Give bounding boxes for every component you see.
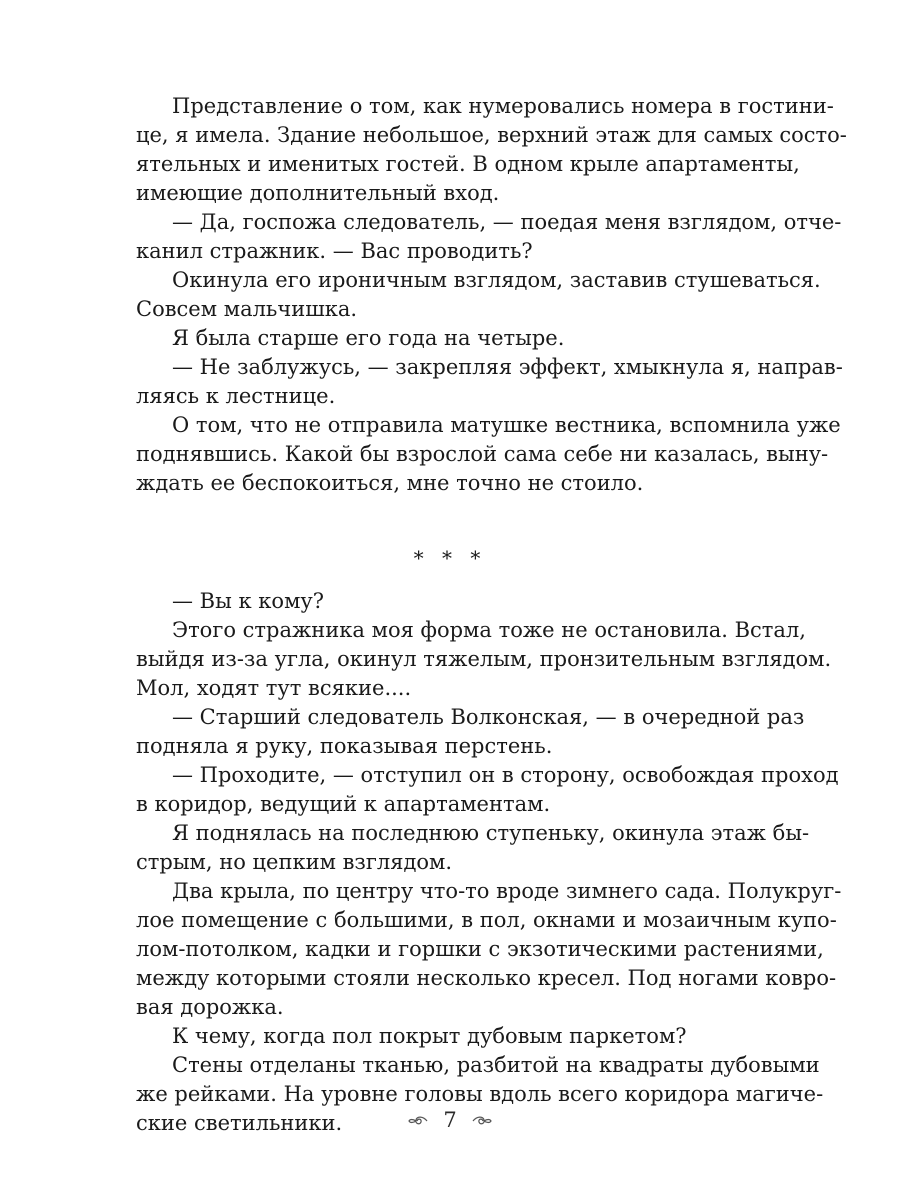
text-line: выйдя из-за угла, окинул тяжелым, пронзительным взглядом. [136,647,832,671]
text-line: ляясь к лестнице. [136,384,336,408]
right-flourish-icon [471,1113,493,1127]
text-line: Представление о том, как нумеровались номера в гостини- [172,94,834,118]
text-line: Два крыла, по центру что-то вроде зимнего сада. Полукруг- [172,879,842,903]
section-2 [136,587,842,1138]
text-line: Я поднялась на последнюю ступеньку, окинула этаж бы- [172,821,810,845]
text-line: — Старший следователь Волконская, — в очередной раз [172,705,805,729]
text-line: подняла я руку, показывая перстень. [136,734,553,758]
left-flourish-icon [407,1113,429,1127]
section-separator: * * * [413,546,487,570]
text-line: вая дорожка. [136,995,284,1019]
text-line: К чему, когда пол покрыт дубовым паркетом? [172,1024,687,1048]
text-line: це, я имела. Здание небольшое, верхний этаж для самых состо- [136,123,847,147]
text-line: имеющие дополнительный вход. [136,181,500,205]
text-line: же рейками. На уровне головы вдоль всего коридора магиче- [136,1082,824,1106]
page-body [136,92,847,1138]
text-line: между которыми стояли несколько кресел. Под ногами ковро- [136,966,837,990]
text-line: Окинула его ироничным взглядом, заставив стушеваться. [172,268,821,292]
text-line: поднявшись. Какой бы взрослой сама себе ни казалась, выну- [136,442,829,466]
section-gap [136,498,764,544]
page-footer [0,1106,900,1134]
section-gap [136,573,764,587]
text-line: ждать ее беспокоиться, мне точно не стоило. [136,471,644,495]
text-line: ские светильники. [136,1111,343,1135]
text-line: Мол, ходят тут всякие.... [136,676,412,700]
text-line: лое помещение с большими, в пол, окнами и мозаичным купо- [136,908,837,932]
text-line: стрым, но цепким взглядом. [136,850,453,874]
text-line: ятельных и именитых гостей. В одном крыле апартаменты, [136,152,800,176]
text-line: канил стражник. — Вас проводить? [136,239,533,263]
page-number: 7 [443,1108,457,1132]
text-line: Стены отделаны тканью, разбитой на квадраты дубовыми [172,1053,820,1077]
text-line: О том, что не отправила матушке вестника, вспомнила уже [172,413,841,437]
section-1 [136,92,847,498]
text-line: Этого стражника моя форма тоже не остановила. Встал, [172,618,806,642]
text-line: Совсем мальчишка. [136,297,358,321]
text-line: — Не заблужусь, — закрепляя эффект, хмыкнула я, направ- [172,355,843,379]
text-line: — Вы к кому? [172,589,325,613]
text-line: Я была старше его года на четыре. [172,326,565,350]
text-line: — Проходите, — отступил он в сторону, освобождая проход [172,763,839,787]
text-line: — Да, госпожа следователь, — поедая меня взглядом, отче- [172,210,842,234]
text-line: в коридор, ведущий к апартаментам. [136,792,551,816]
text-line: лом-потолком, кадки и горшки с экзотическими растениями, [136,937,824,961]
